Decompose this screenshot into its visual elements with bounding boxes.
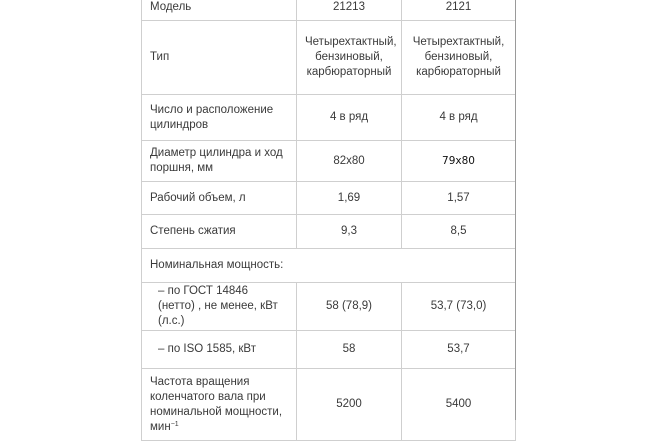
table-row-type: [142, 21, 516, 95]
row-label: Степень сжатия: [142, 215, 297, 249]
unit-exponent: −1: [170, 420, 179, 428]
value-21213: 4 в ряд: [297, 95, 402, 141]
value-21213: 21213: [297, 0, 402, 21]
row-label: Частота вращения коленчатого вала при номинальной мощности, мин: [150, 375, 283, 433]
value-2121: 8,5: [402, 215, 516, 249]
value-21213: 5200: [297, 369, 402, 441]
value-21213: 82x80: [297, 141, 402, 182]
value-2121: 4 в ряд: [402, 95, 516, 141]
row-label: Число и расположение цилиндров: [142, 95, 297, 141]
row-label: Диаметр цилиндра и ход поршня, мм: [142, 141, 297, 182]
table-row-model: [142, 0, 516, 21]
vertical-divider: [515, 0, 516, 420]
table-row-compression: [142, 215, 516, 249]
value-21213: 58: [297, 331, 402, 369]
table-row-power-iso: [142, 331, 516, 369]
value-21213: 58 (78,9): [297, 283, 402, 331]
row-label: Тип: [142, 21, 297, 95]
value-2121: 1,57: [402, 182, 516, 215]
row-label-cell: [142, 369, 297, 441]
row-label: Рабочий объем, л: [142, 182, 297, 215]
table-row-displacement: [142, 182, 516, 215]
engine-spec-table: [141, 0, 516, 441]
value-2121: 53,7: [402, 331, 516, 369]
table-row-cylinders: [142, 95, 516, 141]
table-row-rpm: [142, 369, 516, 441]
row-label: – по ISO 1585, кВт: [142, 331, 297, 369]
row-label: – по ГОСТ 14846 (нетто) , не менее, кВт (л.с.): [142, 283, 297, 331]
table-row-power-gost: [142, 283, 516, 331]
value-21213: 9,3: [297, 215, 402, 249]
value-2121: 2121: [402, 0, 516, 21]
value-2121: 5400: [402, 369, 516, 441]
value-2121: Четырехтактный, бензиновый, карбюраторный: [402, 21, 516, 95]
value-2121: 79x80: [402, 141, 516, 182]
value-21213: Четырехтактный, бензиновый, карбюраторный: [297, 21, 402, 95]
section-heading: Номинальная мощность:: [142, 249, 516, 283]
row-label: Модель: [142, 0, 297, 21]
table-row-bore-stroke: [142, 141, 516, 182]
value-2121: 53,7 (73,0): [402, 283, 516, 331]
table-row-power-heading: [142, 249, 516, 283]
value-21213: 1,69: [297, 182, 402, 215]
